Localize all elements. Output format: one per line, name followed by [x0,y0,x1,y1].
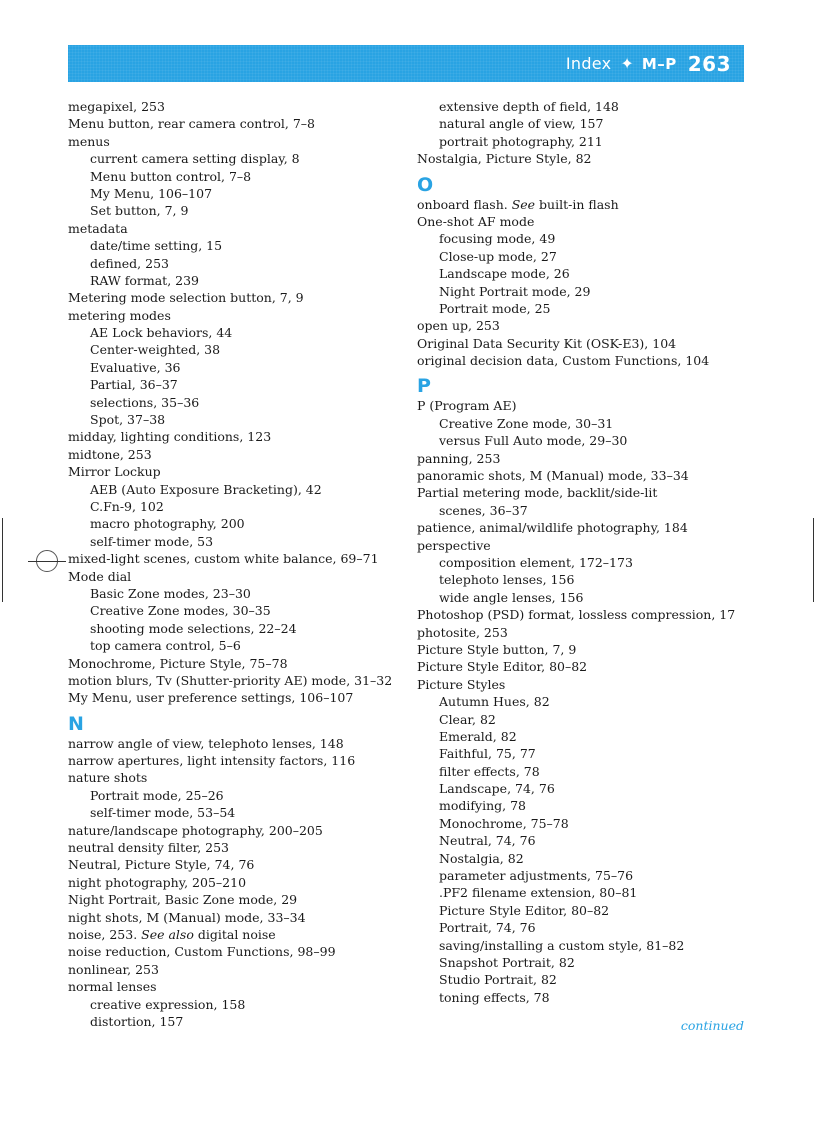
index-entry: nature/landscape photography, 200–205 [68,822,323,838]
section-letter: N [68,712,84,735]
index-subentry: selections, 35–36 [90,394,200,410]
index-subentry: saving/installing a custom style, 81–82 [439,937,685,953]
index-subentry: current camera setting display, 8 [90,151,300,167]
index-entry: My Menu, user preference settings, 106–107 [68,690,354,706]
index-entry: Picture Style Editor, 80–82 [417,659,588,675]
index-subentry: Autumn Hues, 82 [439,694,550,710]
index-subentry: Close-up mode, 27 [439,248,557,264]
index-subentry: self-timer mode, 53 [90,533,214,549]
index-entry: neutral density filter, 253 [68,840,230,856]
header-index-label: Index [565,54,612,73]
index-column-right [417,98,757,1006]
index-entry: photosite, 253 [417,624,508,640]
index-entry [417,196,757,213]
index-subentry: extensive depth of field, 148 [439,99,619,114]
index-entry: P (Program AE) [417,398,517,414]
index-entry: Picture Style button, 7, 9 [417,641,577,657]
index-entry: patience, animal/wildlife photography, 184 [417,520,688,536]
index-entry: One-shot AF mode [417,213,535,229]
entry-text: noise, 253. [68,926,142,942]
index-subentry: Evaluative, 36 [90,359,181,375]
index-subentry: AEB (Auto Exposure Bracketing), 42 [90,481,322,497]
index-entry: narrow apertures, light intensity factors, 116 [68,753,356,769]
index-entry: Photoshop (PSD) format, lossless compression, 17 [417,607,736,623]
entry-text-after: digital noise [193,926,276,942]
index-subentry: Portrait mode, 25 [439,300,551,316]
index-subentry: Partial, 36–37 [90,377,178,393]
section-letter: P [417,375,431,398]
index-subentry: self-timer mode, 53–54 [90,805,236,821]
continued-note: continued [680,1018,744,1033]
index-subentry: natural angle of view, 157 [439,116,604,132]
index-subentry: defined, 253 [90,255,169,271]
index-entry: megapixel, 253 [68,99,165,114]
index-entry: original decision data, Custom Functions, 104 [417,353,710,369]
index-subentry: Center-weighted, 38 [90,342,221,358]
index-entry: Nostalgia, Picture Style, 82 [417,151,592,167]
page-number: 263 [687,51,731,76]
index-subentry: Picture Style Editor, 80–82 [439,902,610,918]
index-subentry: Creative Zone mode, 30–31 [439,415,614,431]
index-subentry: Spot, 37–38 [90,412,166,428]
index-subentry: macro photography, 200 [90,516,245,532]
index-subentry: modifying, 78 [439,798,526,814]
index-entry: Metering mode selection button, 7, 9 [68,290,304,306]
index-entry: mixed-light scenes, custom white balance, 69–71 [68,551,379,567]
index-entry: nonlinear, 253 [68,961,159,977]
index-subentry: Set button, 7, 9 [90,203,189,219]
index-entry: Mirror Lockup [68,464,161,480]
index-entry: midtone, 253 [68,446,152,462]
index-subentry: Emerald, 82 [439,728,517,744]
header-content [566,45,731,82]
index-subentry: Portrait, 74, 76 [439,920,536,936]
index-subentry: Neutral, 74, 76 [439,833,536,849]
index-subentry: RAW format, 239 [90,272,200,288]
index-entry: metering modes [68,307,171,323]
index-subentry: top camera control, 5–6 [90,638,241,654]
index-subentry: C.Fn-9, 102 [90,498,164,514]
index-subentry: Night Portrait mode, 29 [439,283,591,299]
index-entry: Mode dial [68,568,132,584]
crop-mark-right [813,518,814,602]
index-subentry: Monochrome, 75–78 [439,815,569,831]
index-entry: night photography, 205–210 [68,874,247,890]
index-subentry: Studio Portrait, 82 [439,972,557,988]
index-entry: Partial metering mode, backlit/side-lit [417,485,658,501]
index-subentry: Clear, 82 [439,711,496,727]
index-subentry: Nostalgia, 82 [439,850,524,866]
index-subentry: creative expression, 158 [90,996,246,1012]
index-entry: nature shots [68,770,148,786]
index-entry: Menu button, rear camera control, 7–8 [68,116,315,132]
index-entry: narrow angle of view, telephoto lenses, 148 [68,735,344,751]
index-subentry: Snapshot Portrait, 82 [439,954,575,970]
entry-text-after: built-in flash [535,196,619,212]
index-entry: midday, lighting conditions, 123 [68,429,272,445]
star-icon: ✦ [620,54,634,73]
index-subentry: telephoto lenses, 156 [439,572,575,588]
index-subentry: filter effects, 78 [439,763,540,779]
header-letter-range: M–P [641,54,677,73]
index-subentry: .PF2 filename extension, 80–81 [439,885,638,901]
index-subentry: focusing mode, 49 [439,231,556,247]
index-entry: motion blurs, Tv (Shutter-priority AE) mode, 31–32 [68,672,393,688]
entry-text: onboard flash. [417,196,512,212]
index-subentry: portrait photography, 211 [439,133,603,149]
index-entry: Neutral, Picture Style, 74, 76 [68,857,255,873]
index-subentry: Menu button control, 7–8 [90,168,252,184]
see-reference: See [511,196,536,212]
index-entry: normal lenses [68,979,157,995]
index-entry: panning, 253 [417,450,501,466]
index-entry: menus [68,133,110,149]
index-entry: Original Data Security Kit (OSK-E3), 104 [417,335,677,351]
index-entry: noise reduction, Custom Functions, 98–99 [68,944,336,960]
index-subentry: composition element, 172–173 [439,554,633,570]
index-subentry: versus Full Auto mode, 29–30 [439,433,628,449]
index-entry: Picture Styles [417,676,506,692]
index-subentry: My Menu, 106–107 [90,185,213,201]
index-subentry: distortion, 157 [90,1013,184,1029]
index-subentry: Basic Zone modes, 23–30 [90,585,251,601]
index-subentry: date/time setting, 15 [90,238,223,254]
index-column-left [68,98,408,1030]
see-reference: See also [141,926,194,942]
index-entry: Monochrome, Picture Style, 75–78 [68,655,288,671]
index-subentry: shooting mode selections, 22–24 [90,620,297,636]
index-entry: night shots, M (Manual) mode, 33–34 [68,909,306,925]
running-header [68,45,744,82]
crop-mark-left [2,518,3,602]
index-subentry: AE Lock behaviors, 44 [90,325,233,341]
index-subentry: wide angle lenses, 156 [439,589,584,605]
index-subentry: Portrait mode, 25–26 [90,787,224,803]
index-entry: perspective [417,537,491,553]
index-entry: metadata [68,220,128,236]
registration-tick [28,561,66,562]
index-subentry: Landscape mode, 26 [439,266,570,282]
index-subentry: Landscape, 74, 76 [439,781,555,797]
index-subentry: Creative Zone modes, 30–35 [90,603,271,619]
section-letter: O [417,173,434,196]
index-entry: Night Portrait, Basic Zone mode, 29 [68,892,298,908]
index-subentry: Faithful, 75, 77 [439,746,536,762]
index-subentry: toning effects, 78 [439,989,550,1005]
index-subentry: parameter adjustments, 75–76 [439,868,634,884]
index-subentry: scenes, 36–37 [439,502,528,518]
index-entry [68,926,408,943]
index-entry: open up, 253 [417,318,500,334]
index-entry: panoramic shots, M (Manual) mode, 33–34 [417,468,689,484]
